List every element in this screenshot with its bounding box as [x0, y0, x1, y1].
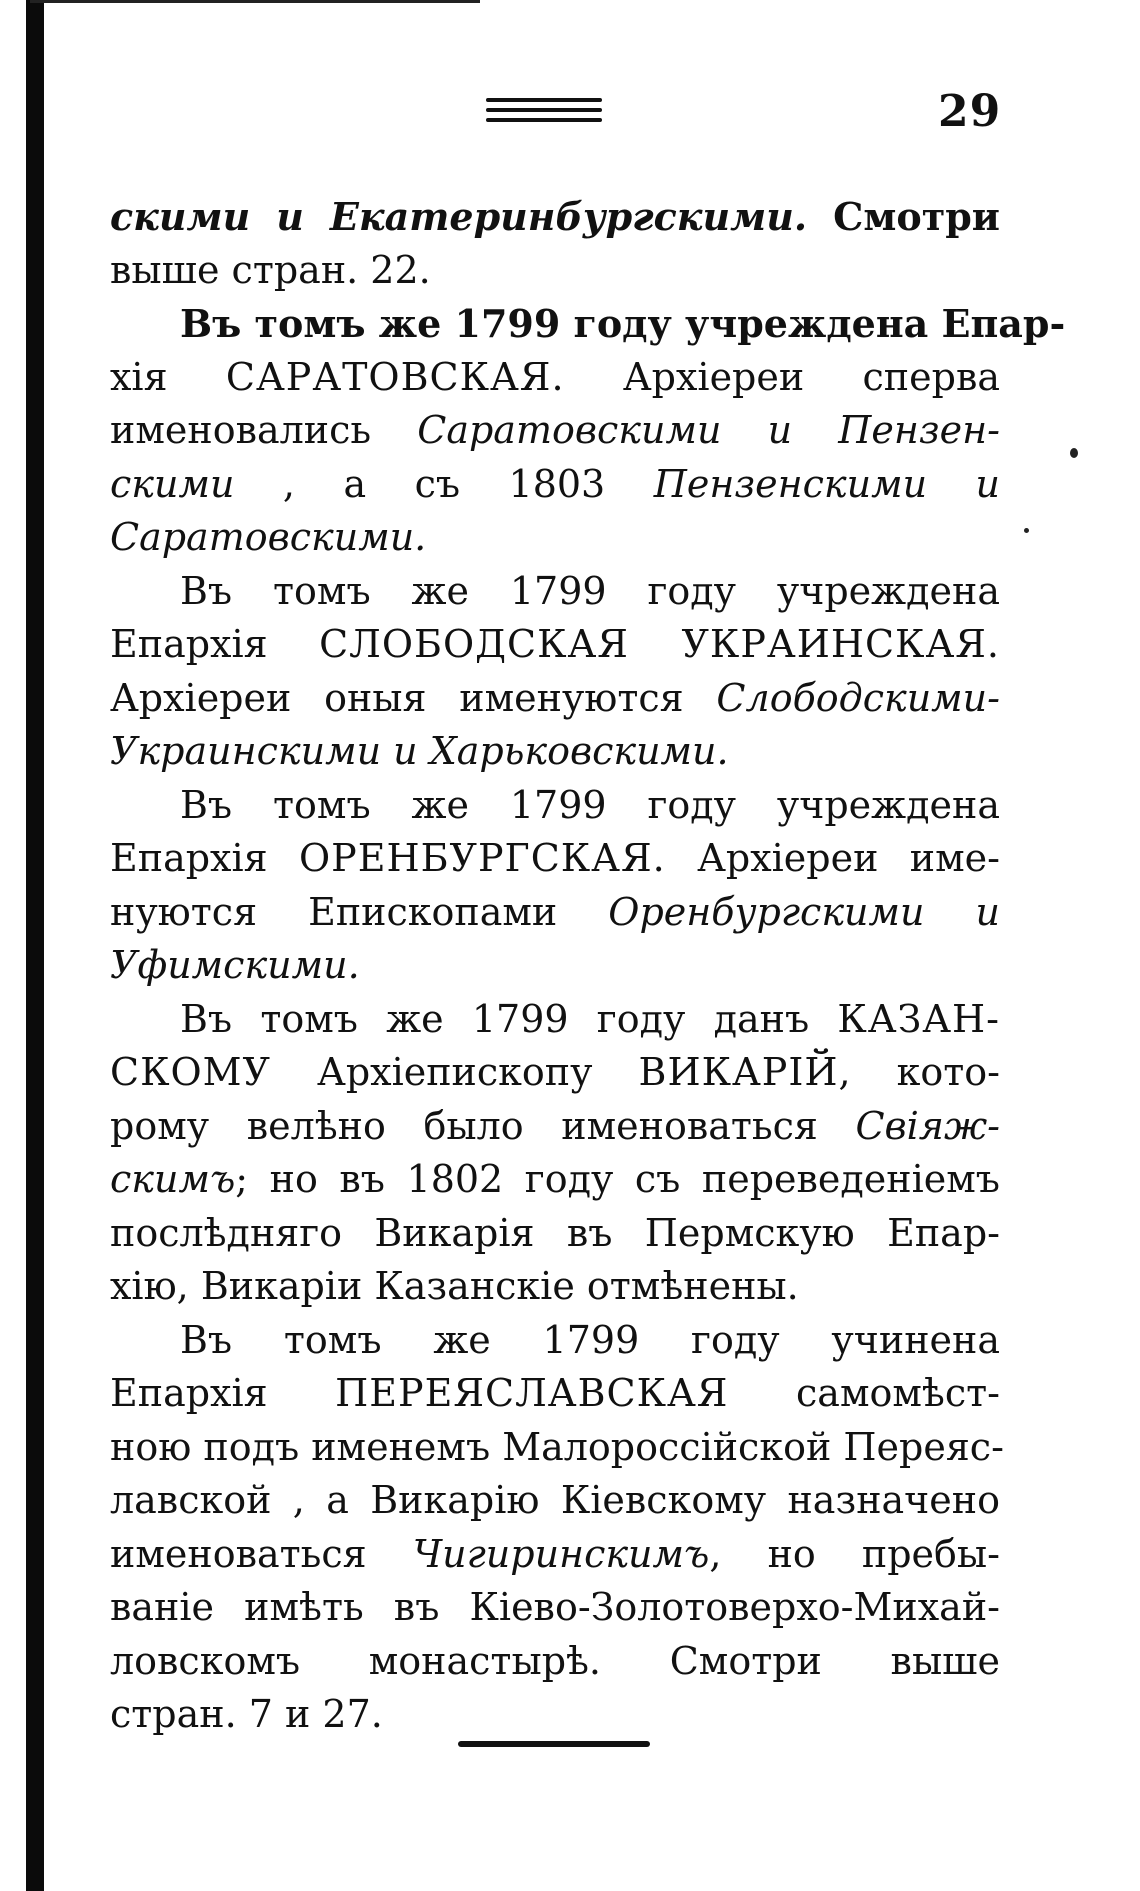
paragraph-start: [110, 565, 1000, 619]
text-run: Въ томъ же 1799 году учреждена: [180, 568, 1000, 613]
text-run: нуются Епископами: [110, 889, 609, 934]
italic-run: Пензенскими и: [653, 461, 1000, 506]
body-text: [110, 190, 1066, 1742]
caps-run: СЛОБОДСКАЯ УКРАИНСКАЯ.: [319, 622, 1000, 666]
italic-run: скими и Екатеринбургскими.: [110, 194, 808, 239]
text-run: ловскомъ монастырѣ. Смотри выше: [110, 1638, 1000, 1683]
italic-run: Слободскими-: [716, 675, 1000, 720]
text-line: [110, 618, 1000, 672]
caps-run: САРАТОВСКАЯ.: [225, 354, 565, 399]
text-run: послѣдняго Викарія въ Пермскую Епар-: [110, 1210, 1000, 1255]
text-line: [110, 1100, 1000, 1154]
text-run: Архіереи име-: [665, 836, 1001, 880]
footer-rule: [458, 1741, 650, 1747]
caps-run: ОРЕНБУРГСКАЯ.: [298, 836, 666, 880]
text-run: Смотри: [807, 194, 1000, 239]
text-run: Архіереи сперва: [564, 354, 1000, 399]
text-line: [110, 832, 1000, 886]
text-run: лавской , а Викарію Кіевскому назначено: [110, 1478, 1000, 1522]
text-run: именоваться: [110, 1531, 413, 1576]
italic-run: Саратовскими.: [110, 515, 427, 559]
text-line: [110, 1581, 1000, 1635]
text-run: Епархія: [110, 1371, 336, 1415]
text-run: ваніе имѣть въ Кіево-Золотоверхо-Михай-: [110, 1585, 1000, 1629]
text-run: хію, Викаріи Казанскіе отмѣнены.: [110, 1264, 799, 1308]
paragraph-start: [110, 993, 1000, 1047]
text-line: [110, 1153, 1000, 1207]
text-run: именовались: [110, 408, 418, 452]
text-line: [110, 1367, 1000, 1421]
text-line: [110, 190, 1000, 244]
text-run: хія: [110, 354, 226, 399]
text-run: Архіереи оныя именуются: [110, 675, 717, 720]
text-run: , а съ 1803: [234, 461, 654, 506]
text-line: [110, 1046, 1000, 1100]
text-line: [110, 1260, 1000, 1314]
text-line: [110, 1207, 1000, 1261]
paragraph-start: [110, 1314, 1000, 1368]
caps-run: СКОМУ: [110, 1050, 272, 1094]
italic-run: Саратовскими и Пензен-: [417, 408, 1000, 452]
text-line: [110, 1688, 1000, 1742]
text-line: [110, 1474, 1000, 1528]
text-line: [110, 725, 1000, 779]
text-line: [110, 1635, 1000, 1689]
caps-run: ПЕРЕЯСЛАВСКАЯ: [335, 1371, 729, 1415]
text-run: Въ томъ же 1799 году учинена: [180, 1317, 1000, 1362]
text-run: Въ томъ же 1799 году данъ: [180, 996, 838, 1041]
italic-run: Уфимскими.: [110, 943, 360, 987]
italic-run: скимъ: [110, 1157, 236, 1201]
text-line: [110, 939, 1000, 993]
text-run: ною подъ именемъ Малороссійской Переяс-: [110, 1424, 1004, 1469]
text-run: Архіепископу: [271, 1050, 639, 1094]
text-line: [110, 886, 1000, 940]
top-edge-rule: [30, 0, 480, 3]
text-line: [110, 458, 1000, 512]
text-run: самомѣст-: [728, 1371, 1000, 1415]
text-run: Въ томъ же 1799 году учреждена: [180, 782, 1000, 827]
text-run: Въ томъ же 1799 году учреждена Епар-: [180, 301, 1066, 346]
page-number: 29: [938, 86, 1002, 137]
text-run: Епархія: [110, 836, 299, 880]
text-line: [110, 351, 1000, 405]
text-run: рому велѣно было именоваться: [110, 1103, 856, 1148]
italic-run: Свіяж-: [855, 1103, 1000, 1148]
caps-run: ВИКАРІЙ: [638, 1050, 839, 1094]
caps-run: КАЗАН-: [837, 996, 1000, 1041]
text-line: [110, 1528, 1000, 1582]
italic-run: скими: [110, 461, 235, 506]
italic-run: Украинскими и Харьковскими.: [110, 729, 729, 773]
paragraph-start: [110, 297, 1066, 351]
left-margin-bar: [26, 0, 44, 1891]
text-line: [110, 1421, 1004, 1475]
italic-run: Чигиринскимъ: [412, 1531, 710, 1576]
text-run: выше стран. 22.: [110, 247, 431, 292]
text-run: , кото-: [838, 1050, 1000, 1094]
text-line: [110, 244, 1000, 298]
italic-run: Оренбургскими и: [608, 889, 1000, 934]
text-run: , но пребы-: [709, 1531, 1000, 1576]
header-ornament: [486, 98, 602, 124]
text-run: ; но въ 1802 году съ переведеніемъ: [235, 1157, 1000, 1201]
paragraph-start: [110, 779, 1000, 833]
text-run: стран. 7 и 27.: [110, 1692, 383, 1736]
text-line: [110, 511, 1000, 565]
ink-speck: [1024, 528, 1029, 533]
text-run: Епархія: [110, 622, 320, 666]
text-line: [110, 404, 1000, 458]
text-line: [110, 672, 1000, 726]
ink-speck: [1070, 448, 1078, 458]
